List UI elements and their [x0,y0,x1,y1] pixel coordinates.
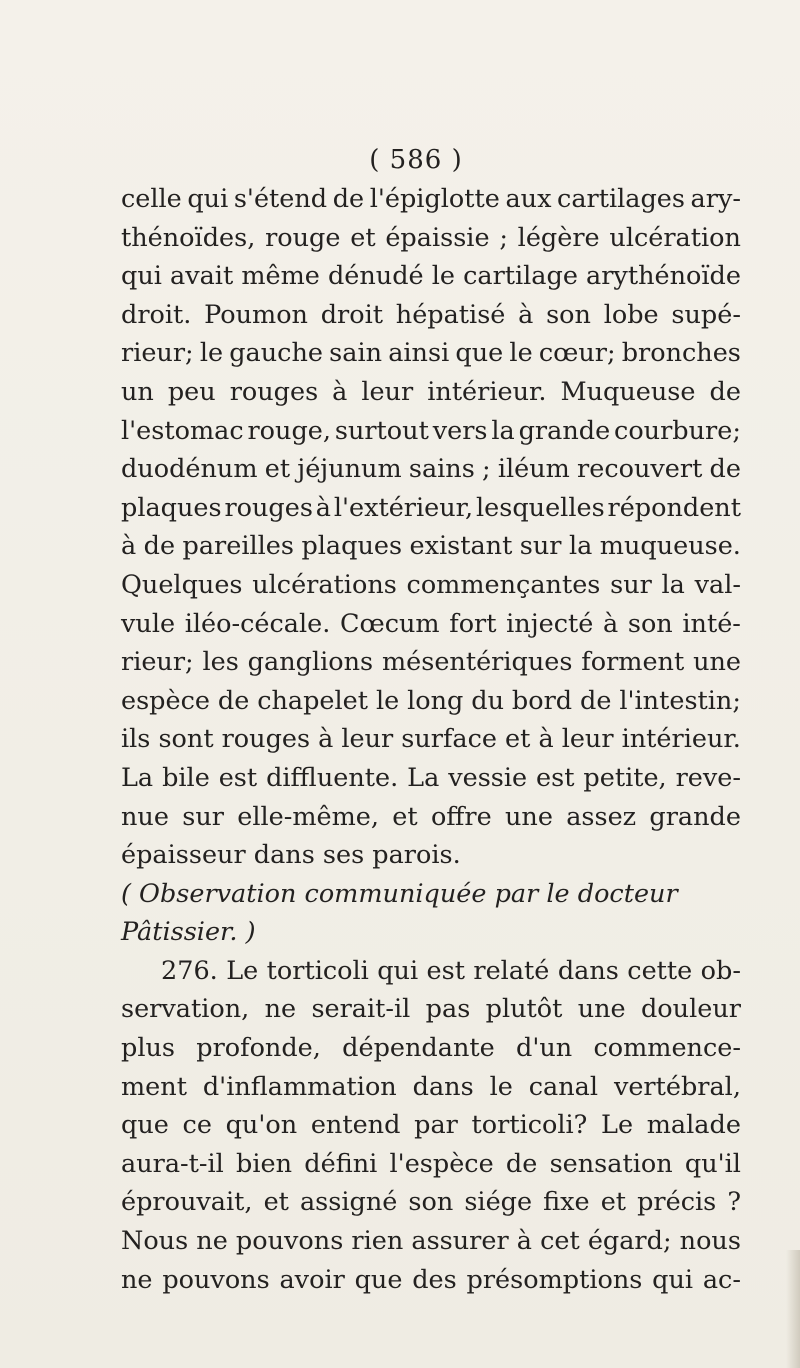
text-line: celle qui s'étend de l'épiglotte aux cartilages ary- [121,184,741,214]
text-line: nue sur elle-même, et offre une assez grande [121,801,741,832]
text-line: Quelques ulcérations commençantes sur la val- [121,569,741,600]
page-edge-shadow [786,1250,800,1368]
text-line: un peu rouges à leur intérieur. Muqueuse de [121,376,741,407]
citation-text: Pâtissier. ) [121,917,256,948]
text-line: La bile est diffluente. La vessie est petite, reve- [121,762,741,793]
text-line: droit. Poumon droit hépatisé à son lobe supé- [121,299,741,330]
text-line: éprouvait, et assigné son siége fixe et précis ? [121,1187,741,1218]
text-line: ment d'inflammation dans le canal vertébral, [121,1071,741,1102]
text-line: servation, ne serait-il pas plutôt une douleur [121,994,741,1025]
paragraph-autopsy [121,180,741,875]
text-line: plus profonde, dépendante d'un commence- [121,1033,741,1064]
citation-line [121,913,741,952]
text-line: thénoïdes, rouge et épaissie ; légère ulcération [121,222,741,253]
text-line: rieur; les ganglions mésentériques forment une [121,647,741,678]
text-line: que ce qu'on entend par torticoli? Le malade [121,1110,741,1141]
text-line: rieur; le gauche sain ainsi que le cœur; bronches [121,338,741,369]
text-line: l'estomac rouge, surtout vers la grande courbure; [121,415,741,446]
text-line: aura-t-il bien défini l'espèce de sensation qu'il [121,1148,741,1179]
citation-text: ( Observation communiquée par le docteur [121,878,678,909]
text-line: à de pareilles plaques existant sur la muqueuse. [121,531,741,562]
text-line: Nous ne pouvons rien assurer à cet égard; nous [121,1226,741,1257]
citation-line [121,875,741,914]
text-line: épaisseur dans ses parois. [121,840,461,871]
paragraph-torticoli [121,952,741,1299]
text-line: espèce de chapelet le long du bord de l'intestin; [121,685,741,716]
text-line: 276. Le torticoli qui est relaté dans cette ob- [161,955,741,986]
page-text [121,140,741,1299]
page-number-header: ( 586 ) [369,145,463,175]
text-line: plaques rouges à l'extérieur, lesquelles répondent [121,492,741,523]
text-line: ne pouvons avoir que des présomptions qui ac- [121,1264,741,1295]
text-line: vule iléo-cécale. Cœcum fort injecté à son inté- [121,608,741,639]
text-line: qui avait même dénudé le cartilage arythénoïde [121,261,741,292]
text-line: duodénum et jéjunum sains ; iléum recouvert de [121,454,741,485]
text-line: ils sont rouges à leur surface et à leur intérieur. [121,724,741,755]
